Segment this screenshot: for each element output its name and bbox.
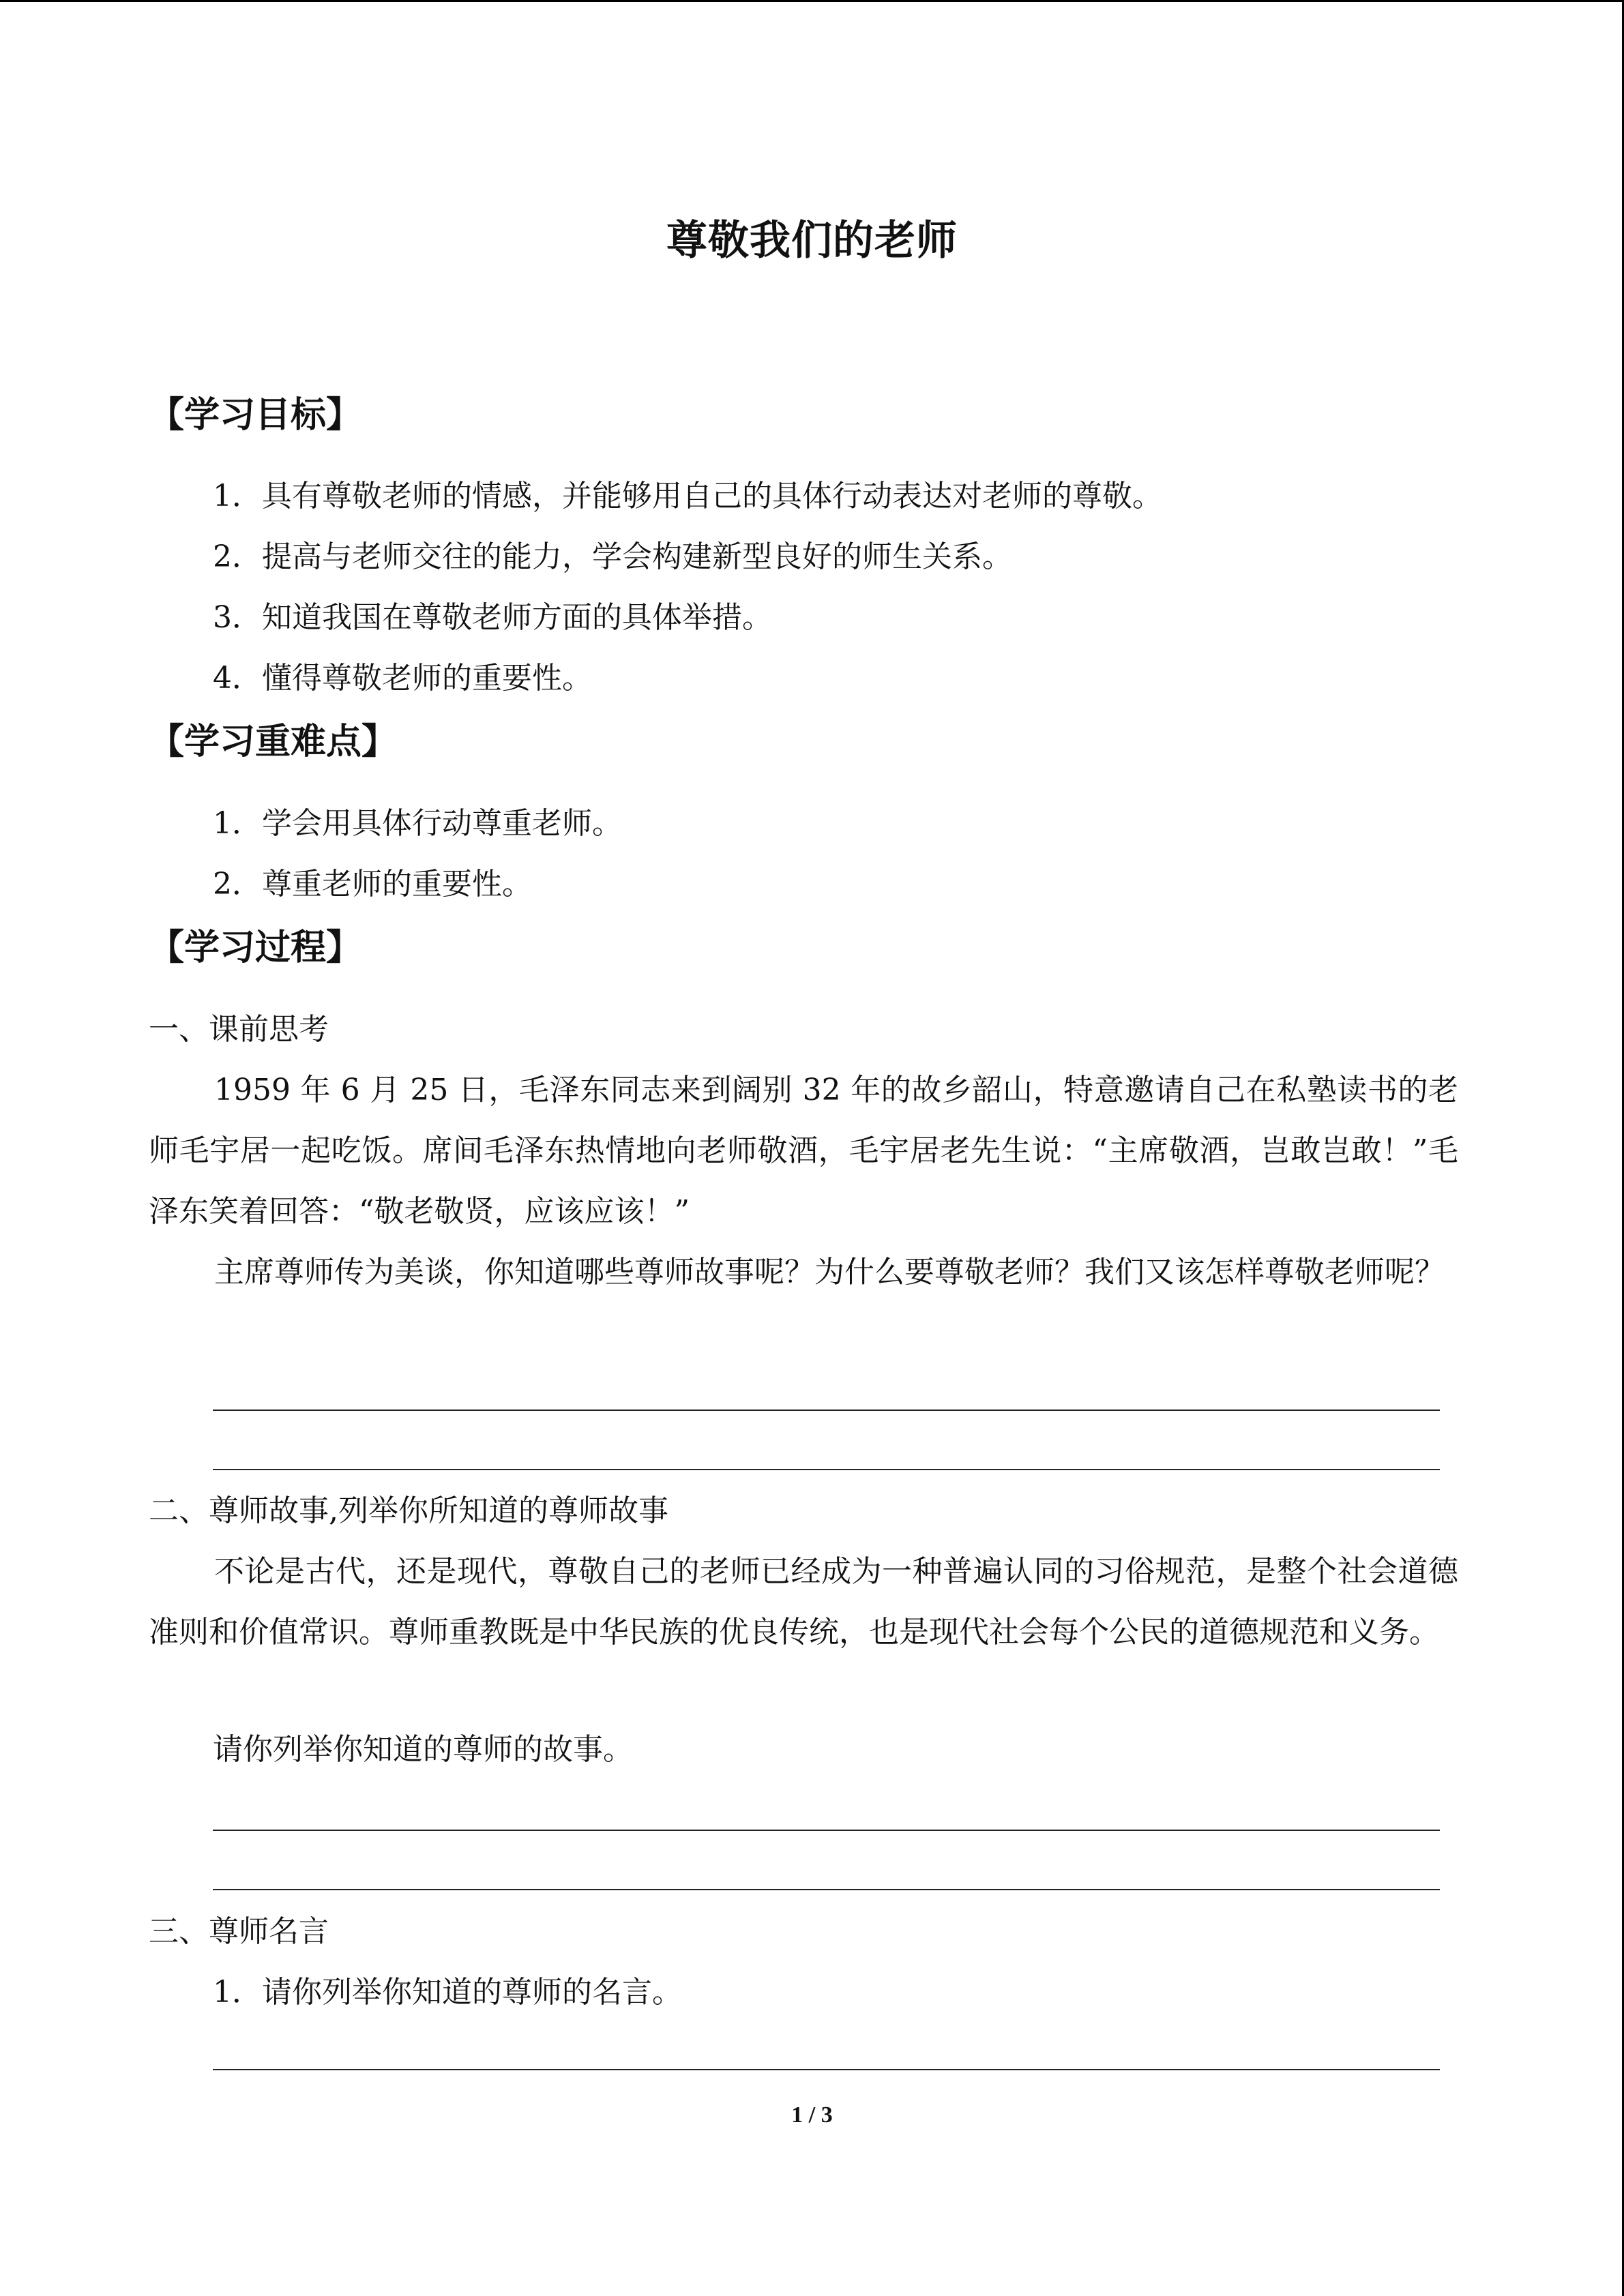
part3-item: 1．请你列举你知道的尊师的名言。 [213,1975,682,2010]
part1-paragraph: 1959 年 6 月 25 日，毛泽东同志来到阔别 32 年的故乡韶山，特意邀请自己在私塾读书的老师毛宇居一起吃饭。席间毛泽东热情地向老师敬酒，毛宇居老先生说：“主席敬酒，岂敢岂敢！”毛泽东笑着回答：“敬老敬贤，应该应该！” [149,1073,1458,1229]
objective-item: 3．知道我国在尊敬老师方面的具体举措。 [213,600,772,635]
page-number: 1 / 3 [791,2102,833,2128]
part1-question: 主席尊师传为美谈，你知道哪些尊师故事呢？为什么要尊敬老师？我们又该怎样尊敬老师呢？ [214,1255,1445,1289]
objective-item: 1．具有尊敬老师的情感，并能够用自己的具体行动表达对老师的尊敬。 [213,479,1162,513]
objective-item: 4．懂得尊敬老师的重要性。 [213,661,592,696]
part2-heading: 二、尊师故事,列举你所知道的尊师故事 [149,1493,668,1528]
answer-line[interactable] [213,2069,1440,2070]
part3-heading: 三、尊师名言 [149,1914,329,1949]
process-heading: 【学习过程】 [149,927,362,968]
part2-paragraph: 不论是古代，还是现代，尊敬自己的老师已经成为一种普遍认同的习俗规范，是整个社会道德准则和价值常识。尊师重教既是中华民族的优良传统，也是现代社会每个公民的道德规范和义务。 [149,1554,1458,1650]
key-point-item: 1．学会用具体行动尊重老师。 [213,806,622,841]
key-points-heading: 【学习重难点】 [149,721,398,762]
part2-prompt: 请你列举你知道的尊师的故事。 [213,1732,633,1767]
objectives-heading: 【学习目标】 [149,395,362,436]
key-point-item: 2．尊重老师的重要性。 [213,867,532,901]
objective-item: 2．提高与老师交往的能力，学会构建新型良好的师生关系。 [213,539,1012,574]
part1-heading: 一、课前思考 [149,1012,329,1047]
answer-line[interactable] [213,1410,1440,1411]
answer-line[interactable] [213,1830,1440,1831]
answer-line[interactable] [213,1469,1440,1470]
answer-line[interactable] [213,1889,1440,1890]
page-title: 尊敬我们的老师 [666,217,958,265]
